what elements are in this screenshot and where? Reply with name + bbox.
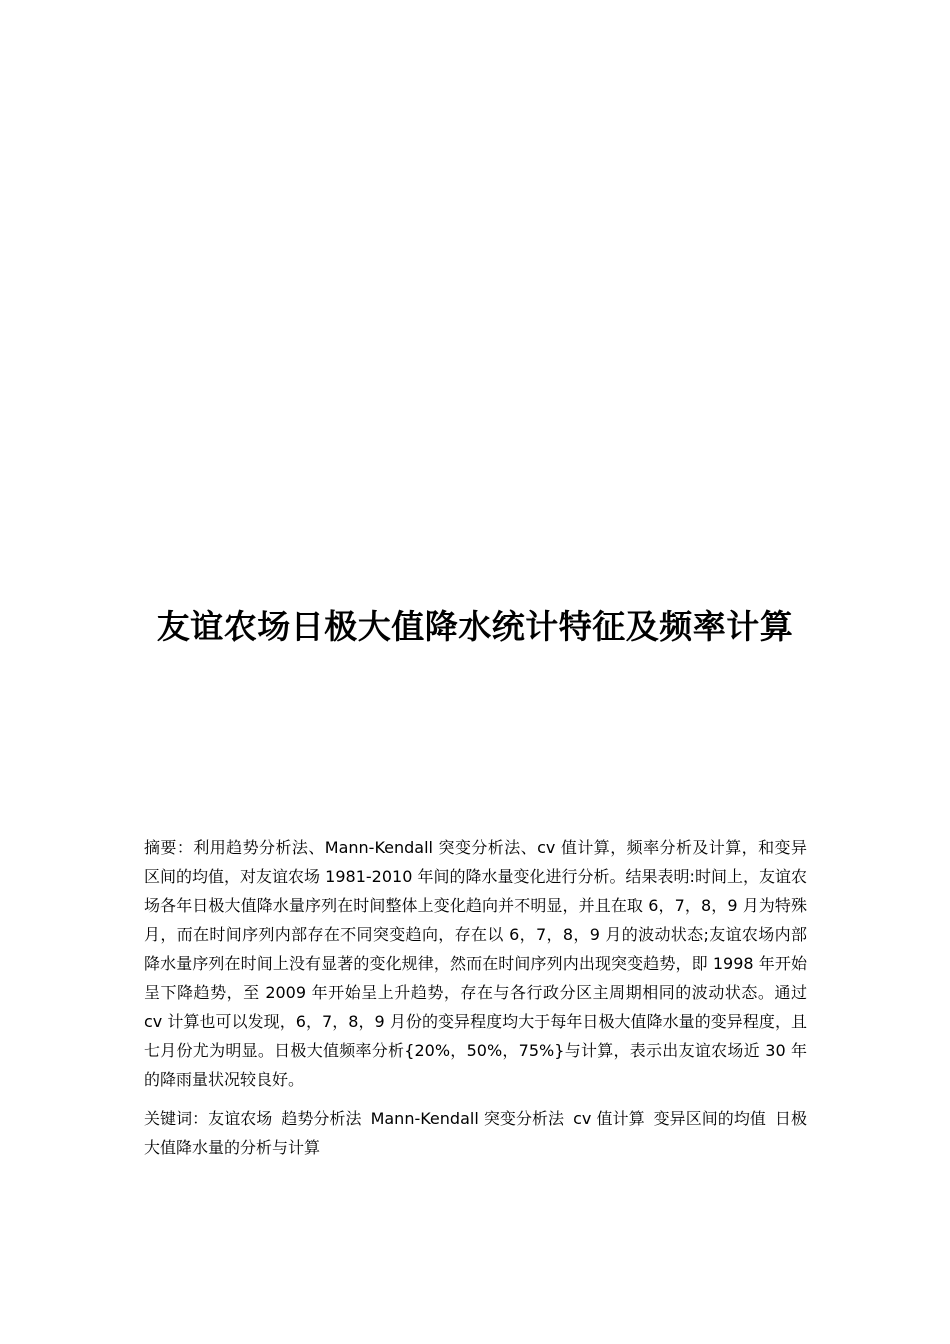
keyword-item: 趋势分析法 (281, 1109, 362, 1128)
keyword-item: Mann-Kendall 突变分析法 (370, 1109, 565, 1128)
abstract-label: 摘要： (144, 838, 194, 857)
abstract-paragraph (144, 833, 807, 1094)
keyword-item: cv 值计算 (573, 1109, 645, 1128)
keywords-paragraph (144, 1104, 807, 1162)
keyword-item: 友谊农场 (208, 1109, 273, 1128)
document-title: 友谊农场日极大值降水统计特征及频率计算 (156, 607, 794, 646)
keyword-item: 变异区间的均值 (653, 1109, 766, 1128)
keywords-label: 关键词： (144, 1109, 209, 1128)
abstract-text: 利用趋势分析法、Mann-Kendall 突变分析法、cv 值计算，频率分析及计算，和变异区间的均值，对友谊农场 1981-2010 年间的降水量变化进行分析。结果表明:时间上，友谊农场各年日极大值降水量序列在时间整体上变化趋向并不明显，并且在取 6，7，8，9 月为特殊月，而在时间序列内部存在不同突变趋向，存在以 6，7，8，9 月的波动状态;友谊农场内部降水量序列在时间上没有显著的变化规律，然而在时间序列内出现突变趋势，即 1998 年开始呈下降趋势，至 2009 年开始呈上升趋势，存在与各行政分区主周期相同的波动状态。通过 cv 计算也可以发现，6，7，8，9 月份的变异程度均大于每年日极大值降水量的变异程度，且七月份尤为明显。日极大值频率分析{20%，50%，75%}与计算，表示出友谊农场近 30 年的降雨量状况较良好。 (144, 838, 807, 1089)
keyword-item: 日极大值降水量的分析与计算 (144, 1109, 807, 1157)
